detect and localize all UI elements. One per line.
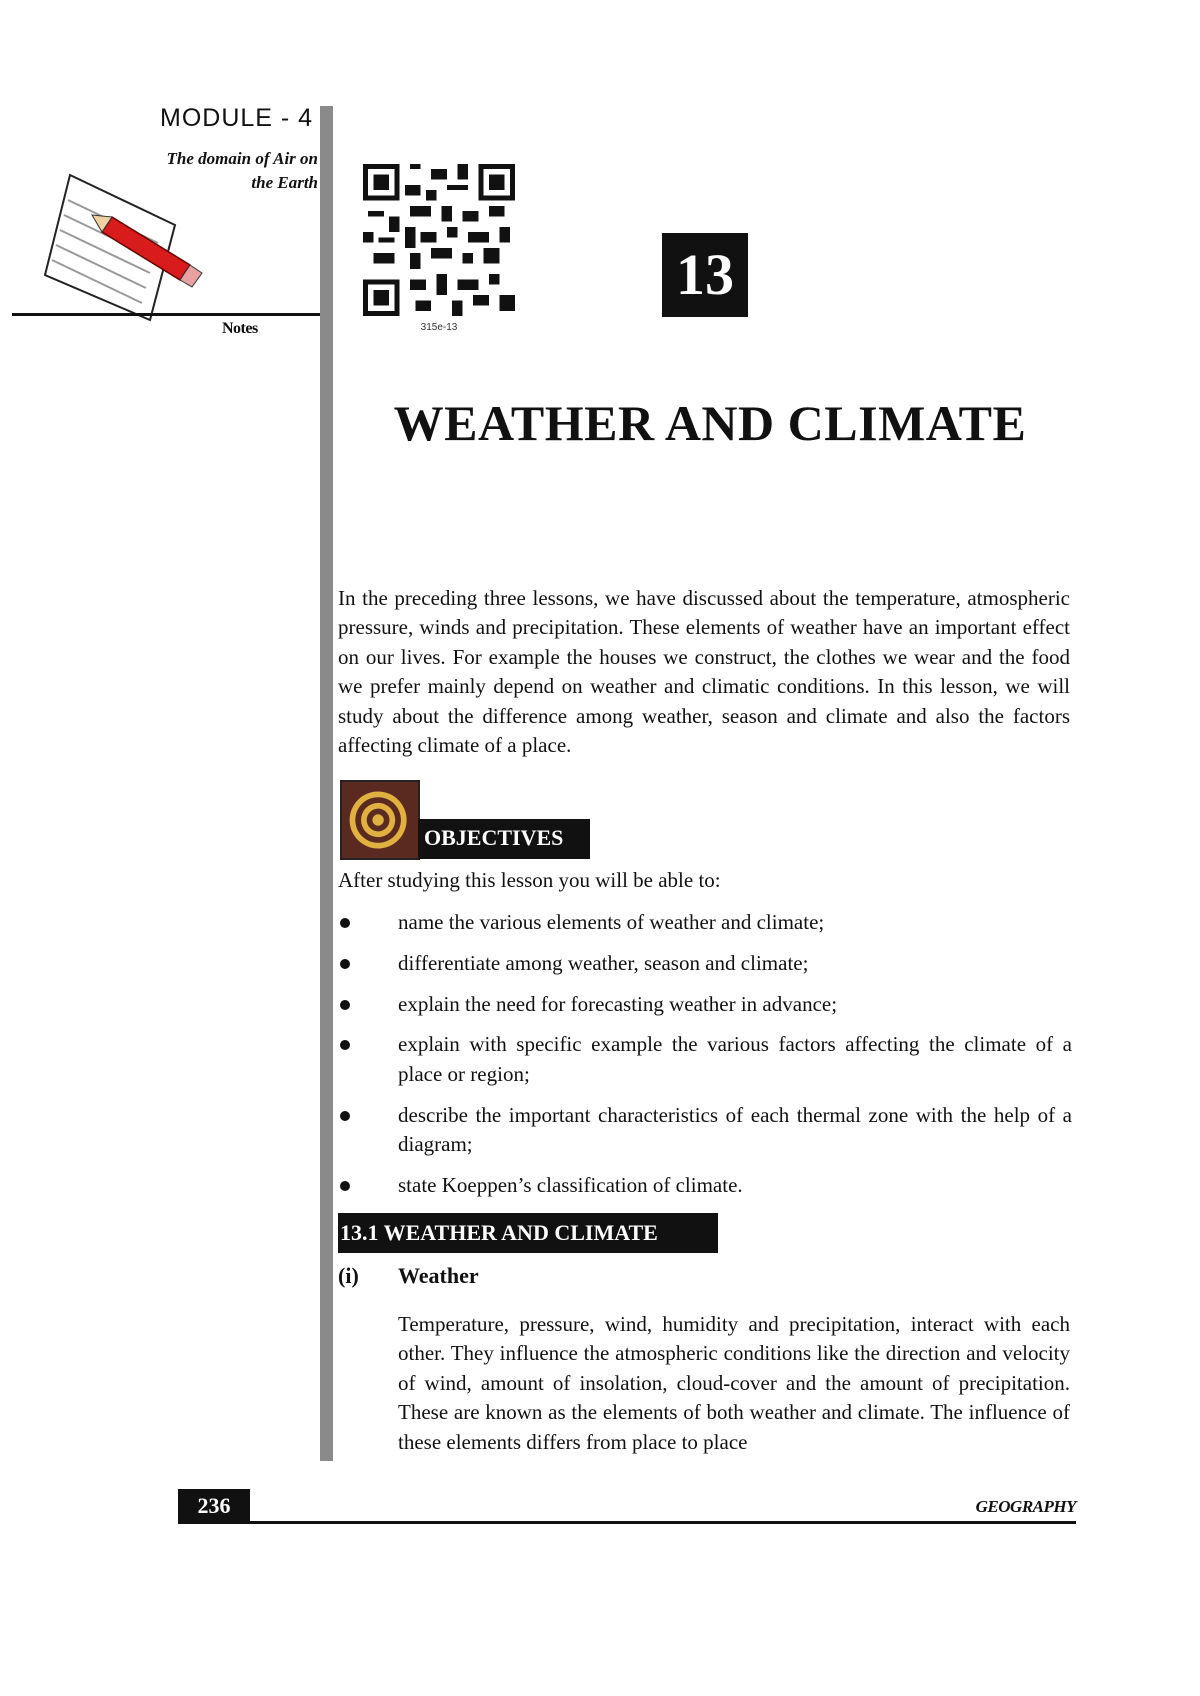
chapter-title: WEATHER AND CLIMATE <box>393 395 1027 451</box>
subsection-title: Weather <box>398 1263 479 1288</box>
target-icon <box>340 780 420 860</box>
list-item: describe the important characteristics of each thermal zone with the help of a diagram; <box>338 1101 1072 1160</box>
section-heading: 13.1 WEATHER AND CLIMATE <box>338 1213 718 1253</box>
module-label: MODULE - 4 <box>160 104 314 132</box>
list-item: differentiate among weather, season and climate; <box>338 949 1072 978</box>
subject-label: GEOGRAPHY <box>975 1497 1076 1516</box>
objectives-list <box>338 908 1072 1212</box>
objectives-intro: After studying this lesson you will be able to: <box>338 868 721 892</box>
list-item: explain the need for forecasting weather in advance; <box>338 990 1072 1019</box>
notes-label: Notes <box>222 320 258 337</box>
list-item: state Koeppen’s classification of climate. <box>338 1171 1072 1200</box>
bullet-icon <box>340 1181 350 1191</box>
bullet-icon <box>340 1000 350 1010</box>
module-subtitle-line2: the Earth <box>251 173 318 192</box>
list-item: name the various elements of weather and climate; <box>338 908 1072 937</box>
intro-paragraph: In the preceding three lessons, we have discussed about the temperature, atmospheric pressure, winds and precipitation. These elements of weather have an important effect on our lives. For example the houses we construct, the clothes we wear and the food we prefer mainly depend on weather and climatic conditions. In this lesson, we will study about the difference among weather, season and climate and also the factors affecting climate of a place. <box>338 586 1070 758</box>
footer-rule <box>178 1521 1076 1524</box>
margin-vertical-bar <box>320 106 333 1461</box>
weather-paragraph: Temperature, pressure, wind, humidity and precipitation, interact with each other. They influence the atmospheric conditions like the direction and velocity of wind, amount of insolation, cloud-cover and the amount of precipitation. These are known as the elements of both weather and climate. The influence of these elements differs from place to place <box>398 1312 1070 1454</box>
bullet-icon <box>340 959 350 969</box>
notes-pencil-icon <box>40 165 210 325</box>
module-subtitle-line1: The domain of Air on <box>166 149 318 168</box>
margin-rule <box>12 313 320 316</box>
subsection-number: (i) <box>338 1263 359 1288</box>
list-item: explain with specific example the various factors affecting the climate of a place or region; <box>338 1030 1072 1089</box>
page-number: 236 <box>178 1489 250 1523</box>
qr-code-caption: 315e-13 <box>420 322 458 333</box>
bullet-icon <box>340 1111 350 1121</box>
qr-code-icon <box>363 164 515 316</box>
bullet-icon <box>340 1040 350 1050</box>
bullet-icon <box>340 918 350 928</box>
objectives-heading: OBJECTIVES <box>418 819 590 859</box>
chapter-number: 13 <box>662 233 748 317</box>
